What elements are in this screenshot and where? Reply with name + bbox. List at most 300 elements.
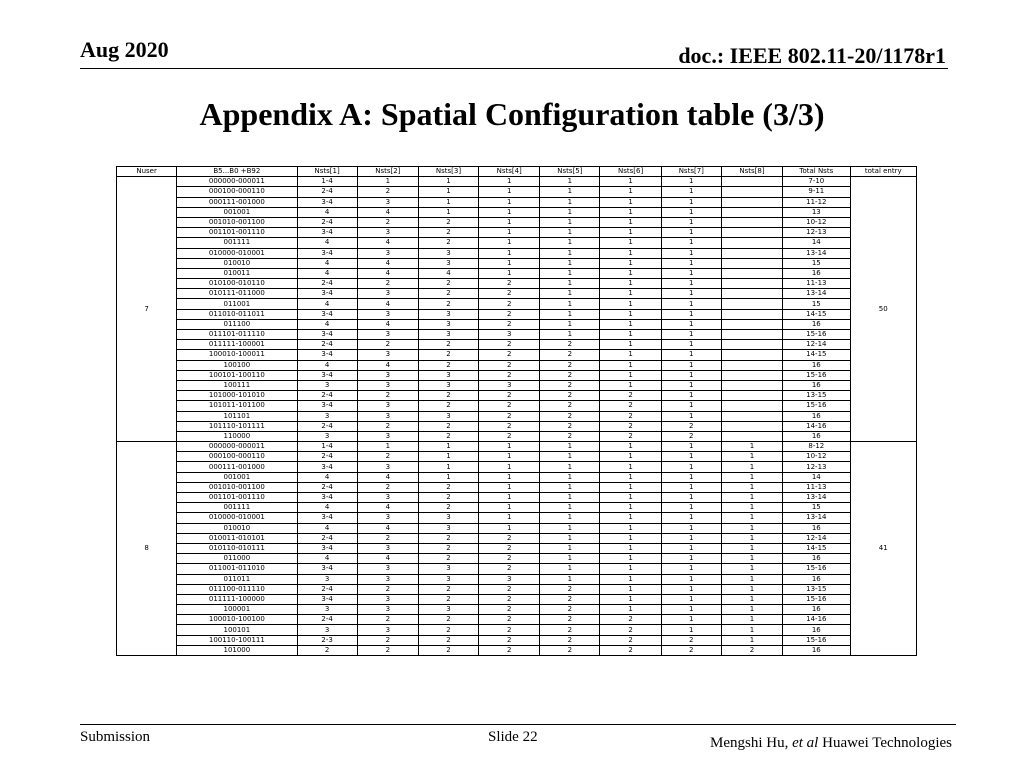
table-cell: 100001 xyxy=(177,605,297,615)
table-cell: 16 xyxy=(783,411,850,421)
table-cell: 1 xyxy=(357,177,418,187)
table-cell: 4 xyxy=(297,238,357,248)
table-cell: 1 xyxy=(418,462,478,472)
table-cell: 1 xyxy=(600,248,661,258)
table-cell: 1 xyxy=(479,268,540,278)
table-cell: 1 xyxy=(721,442,782,452)
table-cell: 1 xyxy=(661,442,721,452)
table-cell: 4 xyxy=(297,258,357,268)
table-cell: 2 xyxy=(600,401,661,411)
table-cell: 1 xyxy=(661,248,721,258)
table-cell: 1 xyxy=(661,258,721,268)
table-cell: 14-15 xyxy=(783,309,850,319)
table-cell: 4 xyxy=(297,360,357,370)
slide-title: Appendix A: Spatial Configuration table (3/3) xyxy=(199,96,825,132)
table-cell: 4 xyxy=(357,503,418,513)
spatial-config-table xyxy=(116,166,917,656)
table-cell: 16 xyxy=(783,625,850,635)
table-cell: 1 xyxy=(600,177,661,187)
table-cell: 100010-100100 xyxy=(177,615,297,625)
table-cell: 001010-001100 xyxy=(177,217,297,227)
table-cell: 3 xyxy=(418,523,478,533)
table-cell: 1 xyxy=(661,554,721,564)
table-cell: 2 xyxy=(479,411,540,421)
table-cell: 1 xyxy=(418,442,478,452)
table-row xyxy=(117,238,917,248)
table-cell: 4 xyxy=(297,207,357,217)
table-row xyxy=(117,564,917,574)
table-cell: 000000-000011 xyxy=(177,177,297,187)
table-cell: 1 xyxy=(540,248,600,258)
table-cell: 11-13 xyxy=(783,482,850,492)
table-cell: 1 xyxy=(661,462,721,472)
table-cell: 3 xyxy=(357,197,418,207)
table-cell: 4 xyxy=(297,554,357,564)
table-cell: 101101 xyxy=(177,411,297,421)
table-cell xyxy=(721,177,782,187)
table-cell: 2 xyxy=(540,635,600,645)
table-cell xyxy=(721,401,782,411)
total-entry-cell: 50 xyxy=(850,177,916,442)
table-cell: 2 xyxy=(418,482,478,492)
table-cell: 16 xyxy=(783,380,850,390)
table-cell: 2 xyxy=(418,391,478,401)
table-cell: 1 xyxy=(600,452,661,462)
table-cell: 100010-100011 xyxy=(177,350,297,360)
table-row xyxy=(117,401,917,411)
table-cell: 2 xyxy=(357,645,418,655)
nuser-cell: 8 xyxy=(117,442,177,656)
table-cell: 2 xyxy=(479,615,540,625)
table-cell: 3-4 xyxy=(297,493,357,503)
table-cell: 3 xyxy=(357,228,418,238)
table-row xyxy=(117,554,917,564)
table-cell: 4 xyxy=(297,299,357,309)
table-cell: 1 xyxy=(479,462,540,472)
table-cell: 1 xyxy=(357,442,418,452)
table-cell: 2 xyxy=(600,615,661,625)
table-row xyxy=(117,452,917,462)
table-cell: 1 xyxy=(479,523,540,533)
table-cell: 1 xyxy=(540,319,600,329)
table-cell: 011010-011011 xyxy=(177,309,297,319)
table-cell: 11-13 xyxy=(783,279,850,289)
table-cell: 1 xyxy=(540,207,600,217)
table-cell: 1 xyxy=(721,543,782,553)
table-cell xyxy=(721,380,782,390)
table-cell: 101000 xyxy=(177,645,297,655)
table-cell: 10-12 xyxy=(783,217,850,227)
table-cell: 011001-011010 xyxy=(177,564,297,574)
table-cell: 1 xyxy=(721,523,782,533)
table-cell: 000111-001000 xyxy=(177,462,297,472)
table-cell: 1 xyxy=(661,268,721,278)
table-cell: 2 xyxy=(418,279,478,289)
table-cell: 2 xyxy=(540,594,600,604)
table-cell: 10-12 xyxy=(783,452,850,462)
table-cell: 1 xyxy=(479,452,540,462)
table-cell: 2 xyxy=(479,645,540,655)
table-cell: 1 xyxy=(600,605,661,615)
table-row xyxy=(117,543,917,553)
table-cell: 1 xyxy=(540,462,600,472)
table-cell: 1 xyxy=(479,442,540,452)
table-cell: 4 xyxy=(357,299,418,309)
table-row xyxy=(117,309,917,319)
table-cell: 2 xyxy=(540,411,600,421)
table-cell: 2 xyxy=(479,340,540,350)
table-cell: 3 xyxy=(357,289,418,299)
table-cell: 1 xyxy=(600,299,661,309)
table-cell: 1 xyxy=(479,207,540,217)
table-cell: 2 xyxy=(479,401,540,411)
table-cell: 1 xyxy=(479,493,540,503)
table-cell xyxy=(721,289,782,299)
table-cell: 010100-010110 xyxy=(177,279,297,289)
table-cell: 1 xyxy=(721,472,782,482)
table-cell: 2 xyxy=(540,605,600,615)
column-header: Nuser xyxy=(117,167,177,177)
table-row xyxy=(117,574,917,584)
table-cell: 2-4 xyxy=(297,187,357,197)
table-cell: 1 xyxy=(661,217,721,227)
table-cell xyxy=(721,431,782,441)
table-row xyxy=(117,370,917,380)
table-cell: 4 xyxy=(357,268,418,278)
table-row xyxy=(117,472,917,482)
table-cell xyxy=(721,421,782,431)
table-cell: 13-14 xyxy=(783,289,850,299)
table-cell: 1 xyxy=(600,482,661,492)
table-cell: 001111 xyxy=(177,238,297,248)
table-cell: 1 xyxy=(600,584,661,594)
table-cell: 1 xyxy=(479,187,540,197)
table-cell: 12-14 xyxy=(783,340,850,350)
table-cell: 2 xyxy=(540,380,600,390)
table-row xyxy=(117,391,917,401)
table-cell: 1 xyxy=(721,493,782,503)
table-cell: 3 xyxy=(357,330,418,340)
table-row xyxy=(117,615,917,625)
table-cell: 1 xyxy=(661,289,721,299)
table-cell: 1 xyxy=(479,238,540,248)
table-cell: 1 xyxy=(661,309,721,319)
table-cell: 1 xyxy=(600,574,661,584)
table-cell: 14-16 xyxy=(783,615,850,625)
table-cell: 1 xyxy=(540,554,600,564)
table-row xyxy=(117,197,917,207)
table-cell: 2-4 xyxy=(297,279,357,289)
table-cell: 1 xyxy=(600,533,661,543)
table-cell: 16 xyxy=(783,431,850,441)
table-cell: 001111 xyxy=(177,503,297,513)
table-cell: 010011 xyxy=(177,268,297,278)
table-cell: 1 xyxy=(661,543,721,553)
table-row xyxy=(117,513,917,523)
table-row xyxy=(117,605,917,615)
table-cell: 12-13 xyxy=(783,228,850,238)
table-cell: 1 xyxy=(600,350,661,360)
table-cell xyxy=(721,248,782,258)
table-cell: 4 xyxy=(297,472,357,482)
table-cell: 1 xyxy=(479,482,540,492)
table-cell xyxy=(721,411,782,421)
table-cell: 1 xyxy=(661,482,721,492)
table-cell: 2 xyxy=(357,340,418,350)
table-cell: 011100 xyxy=(177,319,297,329)
table-cell: 1 xyxy=(540,217,600,227)
table-cell: 2 xyxy=(479,431,540,441)
table-row xyxy=(117,299,917,309)
table-cell: 1 xyxy=(661,574,721,584)
table-cell: 15 xyxy=(783,299,850,309)
table-row xyxy=(117,228,917,238)
table-cell: 1 xyxy=(600,543,661,553)
table-cell: 3 xyxy=(297,605,357,615)
column-header: Nsts[4] xyxy=(479,167,540,177)
table-cell: 1 xyxy=(600,493,661,503)
table-row xyxy=(117,350,917,360)
table-cell: 3-4 xyxy=(297,564,357,574)
table-cell: 001101-001110 xyxy=(177,228,297,238)
table-cell: 010010 xyxy=(177,258,297,268)
table-cell xyxy=(721,207,782,217)
table-cell: 3 xyxy=(357,401,418,411)
table-cell xyxy=(721,309,782,319)
table-cell: 12-13 xyxy=(783,462,850,472)
table-cell: 2 xyxy=(418,615,478,625)
table-cell: 3 xyxy=(297,431,357,441)
table-cell: 2-3 xyxy=(297,635,357,645)
column-header: B5...B0 +B92 xyxy=(177,167,297,177)
table-cell: 15-16 xyxy=(783,635,850,645)
table-cell: 1 xyxy=(600,340,661,350)
column-header: total entry xyxy=(850,167,916,177)
table-cell: 1 xyxy=(661,279,721,289)
table-cell: 2 xyxy=(721,645,782,655)
table-cell: 3-4 xyxy=(297,289,357,299)
table-cell: 1 xyxy=(600,523,661,533)
table-cell: 1 xyxy=(540,289,600,299)
table-cell: 1 xyxy=(600,309,661,319)
table-cell: 1 xyxy=(661,605,721,615)
table-header-row xyxy=(117,167,917,177)
table-cell: 16 xyxy=(783,554,850,564)
table-cell: 100101 xyxy=(177,625,297,635)
table-cell: 1 xyxy=(721,554,782,564)
table-cell: 1 xyxy=(721,482,782,492)
table-cell: 1 xyxy=(600,554,661,564)
table-cell: 2 xyxy=(479,594,540,604)
table-cell: 3 xyxy=(357,594,418,604)
table-cell: 14-15 xyxy=(783,543,850,553)
table-cell: 2 xyxy=(418,299,478,309)
table-cell: 2 xyxy=(540,584,600,594)
table-cell: 1 xyxy=(479,177,540,187)
table-cell: 1 xyxy=(661,319,721,329)
table-cell: 1 xyxy=(540,564,600,574)
table-cell: 1 xyxy=(600,268,661,278)
table-row xyxy=(117,330,917,340)
table-row xyxy=(117,442,917,452)
table-cell: 001101-001110 xyxy=(177,493,297,503)
table-cell: 2 xyxy=(600,411,661,421)
table-cell: 1 xyxy=(721,564,782,574)
table-cell: 3 xyxy=(357,543,418,553)
nuser-cell: 7 xyxy=(117,177,177,442)
table-cell: 2 xyxy=(540,360,600,370)
table-cell: 2 xyxy=(479,319,540,329)
table-row xyxy=(117,533,917,543)
table-cell: 1 xyxy=(479,197,540,207)
table-cell: 3 xyxy=(357,493,418,503)
table-cell: 3 xyxy=(418,513,478,523)
table-cell: 2 xyxy=(540,421,600,431)
table-cell xyxy=(721,391,782,401)
table-cell: 1 xyxy=(721,594,782,604)
table-cell: 1 xyxy=(600,319,661,329)
table-cell: 16 xyxy=(783,574,850,584)
table-cell: 1 xyxy=(600,442,661,452)
table-row xyxy=(117,258,917,268)
table-cell: 16 xyxy=(783,360,850,370)
table-cell: 2 xyxy=(540,370,600,380)
table-cell: 3-4 xyxy=(297,350,357,360)
table-row xyxy=(117,635,917,645)
table-cell: 2 xyxy=(418,594,478,604)
table-cell xyxy=(721,258,782,268)
table-cell: 1 xyxy=(600,228,661,238)
table-cell: 3 xyxy=(418,258,478,268)
table-cell: 1 xyxy=(600,380,661,390)
table-row xyxy=(117,340,917,350)
table-cell: 13 xyxy=(783,207,850,217)
table-cell: 010111-011000 xyxy=(177,289,297,299)
table-cell: 1 xyxy=(661,452,721,462)
table-cell: 2 xyxy=(357,533,418,543)
table-cell: 3 xyxy=(479,380,540,390)
header-date: Aug 2020 xyxy=(80,37,169,62)
table-cell: 1 xyxy=(661,299,721,309)
table-cell: 3 xyxy=(357,605,418,615)
table-cell xyxy=(721,350,782,360)
table-cell: 3 xyxy=(357,350,418,360)
table-cell: 4 xyxy=(357,472,418,482)
table-cell: 3 xyxy=(418,574,478,584)
table-cell: 3-4 xyxy=(297,309,357,319)
table-cell: 011000 xyxy=(177,554,297,564)
table-cell: 3 xyxy=(418,605,478,615)
table-cell: 2 xyxy=(418,503,478,513)
table-cell: 1 xyxy=(721,584,782,594)
table-row xyxy=(117,360,917,370)
table-cell: 1 xyxy=(540,543,600,553)
table-cell: 3 xyxy=(357,462,418,472)
table-cell: 12-14 xyxy=(783,533,850,543)
column-header: Nsts[5] xyxy=(540,167,600,177)
table-cell: 1 xyxy=(600,594,661,604)
table-cell: 3 xyxy=(357,380,418,390)
table-cell: 1 xyxy=(721,615,782,625)
table-cell: 3 xyxy=(357,513,418,523)
table-cell: 2 xyxy=(600,431,661,441)
table-cell: 13-14 xyxy=(783,493,850,503)
table-row xyxy=(117,187,917,197)
table-cell: 4 xyxy=(297,268,357,278)
table-cell: 1 xyxy=(479,503,540,513)
table-cell: 1 xyxy=(661,533,721,543)
table-cell: 2 xyxy=(600,645,661,655)
table-cell: 1 xyxy=(540,197,600,207)
table-cell: 4 xyxy=(418,268,478,278)
table-cell: 001010-001100 xyxy=(177,482,297,492)
table-cell: 8-12 xyxy=(783,442,850,452)
table-row xyxy=(117,523,917,533)
table-cell: 4 xyxy=(297,319,357,329)
table-cell: 4 xyxy=(357,554,418,564)
spatial-config-table-container xyxy=(116,166,917,656)
table-row xyxy=(117,411,917,421)
table-cell: 2 xyxy=(297,645,357,655)
table-cell: 2 xyxy=(479,360,540,370)
table-cell: 3 xyxy=(418,411,478,421)
table-cell: 100101-100110 xyxy=(177,370,297,380)
table-cell: 1 xyxy=(479,217,540,227)
table-cell: 000100-000110 xyxy=(177,452,297,462)
table-cell: 1 xyxy=(661,472,721,482)
table-cell: 000111-001000 xyxy=(177,197,297,207)
table-cell: 14 xyxy=(783,472,850,482)
table-cell: 1 xyxy=(600,370,661,380)
table-cell: 2 xyxy=(479,391,540,401)
table-cell: 4 xyxy=(357,523,418,533)
table-cell: 2 xyxy=(600,625,661,635)
table-cell: 3 xyxy=(297,411,357,421)
table-cell: 15-16 xyxy=(783,370,850,380)
table-cell: 1 xyxy=(721,462,782,472)
table-cell: 1 xyxy=(540,493,600,503)
table-cell: 010011-010101 xyxy=(177,533,297,543)
table-cell: 1 xyxy=(540,533,600,543)
table-row xyxy=(117,248,917,258)
table-row xyxy=(117,380,917,390)
table-cell: 1 xyxy=(540,279,600,289)
table-cell: 2 xyxy=(418,228,478,238)
table-cell: 1 xyxy=(600,279,661,289)
header-doc-id: doc.: IEEE 802.11-20/1178r1 xyxy=(678,43,946,68)
table-cell: 4 xyxy=(297,503,357,513)
table-cell: 2 xyxy=(357,279,418,289)
column-header: Nsts[8] xyxy=(721,167,782,177)
table-cell: 3-4 xyxy=(297,594,357,604)
table-cell: 2 xyxy=(357,187,418,197)
table-cell: 1 xyxy=(600,513,661,523)
footer-submission: Submission xyxy=(80,729,151,745)
table-cell: 4 xyxy=(357,319,418,329)
table-cell: 1 xyxy=(661,391,721,401)
table-cell: 3-4 xyxy=(297,370,357,380)
table-cell: 13-14 xyxy=(783,513,850,523)
table-cell: 4 xyxy=(297,523,357,533)
table-cell: 2 xyxy=(418,217,478,227)
table-cell: 010000-010001 xyxy=(177,248,297,258)
table-cell: 2 xyxy=(418,625,478,635)
table-cell: 2 xyxy=(600,391,661,401)
table-row xyxy=(117,421,917,431)
table-cell: 2 xyxy=(418,401,478,411)
table-cell: 3 xyxy=(357,370,418,380)
table-cell: 1 xyxy=(661,340,721,350)
